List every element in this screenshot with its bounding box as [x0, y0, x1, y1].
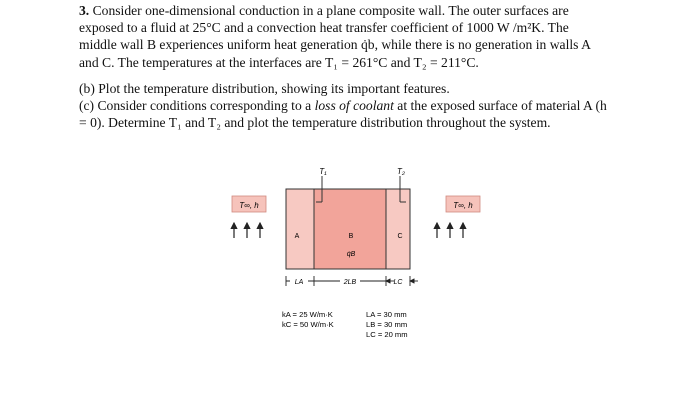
part-b: (b) Plot the temperature distribution, showing its important features.	[79, 80, 450, 96]
problem-intro	[79, 2, 679, 71]
interface-1-label: T₁	[319, 167, 327, 176]
property-kc: kC = 50 W/m·K	[282, 320, 334, 329]
wall-a	[286, 189, 314, 269]
part-c-emphasis: loss of coolant	[314, 98, 394, 114]
part-c-line-2: = 0). Determine T₁ and T₂ and plot the temperature distribution throughout the system.	[79, 115, 551, 131]
intro-line-4: and C. The temperatures at the interfaces are T₁ = 261°C and T₂ = 211°C.	[79, 54, 479, 70]
left-flow-arrows	[234, 223, 260, 238]
intro-line-2: exposed to a fluid at 25°C and a convection heat transfer coefficient of 1000 W /m²K. The	[79, 20, 569, 36]
dim-c-label: LC	[393, 279, 403, 286]
wall-b-label: B	[348, 233, 354, 240]
intro-line-1: Consider one-dimensional conduction in a plane composite wall. The outer surfaces are	[89, 3, 569, 18]
composite-wall-figure	[224, 166, 473, 348]
right-fluid-label: T∞, h	[453, 201, 473, 210]
problem-parts	[79, 80, 679, 132]
generation-label: q̇B	[346, 251, 356, 258]
property-lc: LC = 20 mm	[366, 330, 408, 339]
part-c-line-1: (c) Consider conditions corresponding to a loss of coolant at the exposed surface of material A (h	[79, 98, 607, 114]
property-lb: LB = 30 mm	[366, 320, 408, 329]
interface-2-label: T₂	[397, 167, 405, 176]
dim-b-label: 2LB	[343, 279, 357, 286]
right-flow-arrows	[437, 223, 463, 238]
problem-number: 3.	[79, 3, 90, 18]
property-ka: kA = 25 W/m·K	[282, 310, 333, 319]
problem-statement	[79, 2, 679, 131]
dim-a-label: LA	[294, 279, 304, 286]
intro-line-3: middle wall B experiences uniform heat generation q̇b, while there is no generation in walls A	[79, 37, 591, 53]
property-la: LA = 30 mm	[366, 310, 407, 319]
left-fluid-label: T∞, h	[239, 201, 259, 210]
wall-c-label: C	[397, 233, 403, 240]
wall-a-label: A	[294, 233, 300, 240]
wall-c	[386, 189, 410, 269]
